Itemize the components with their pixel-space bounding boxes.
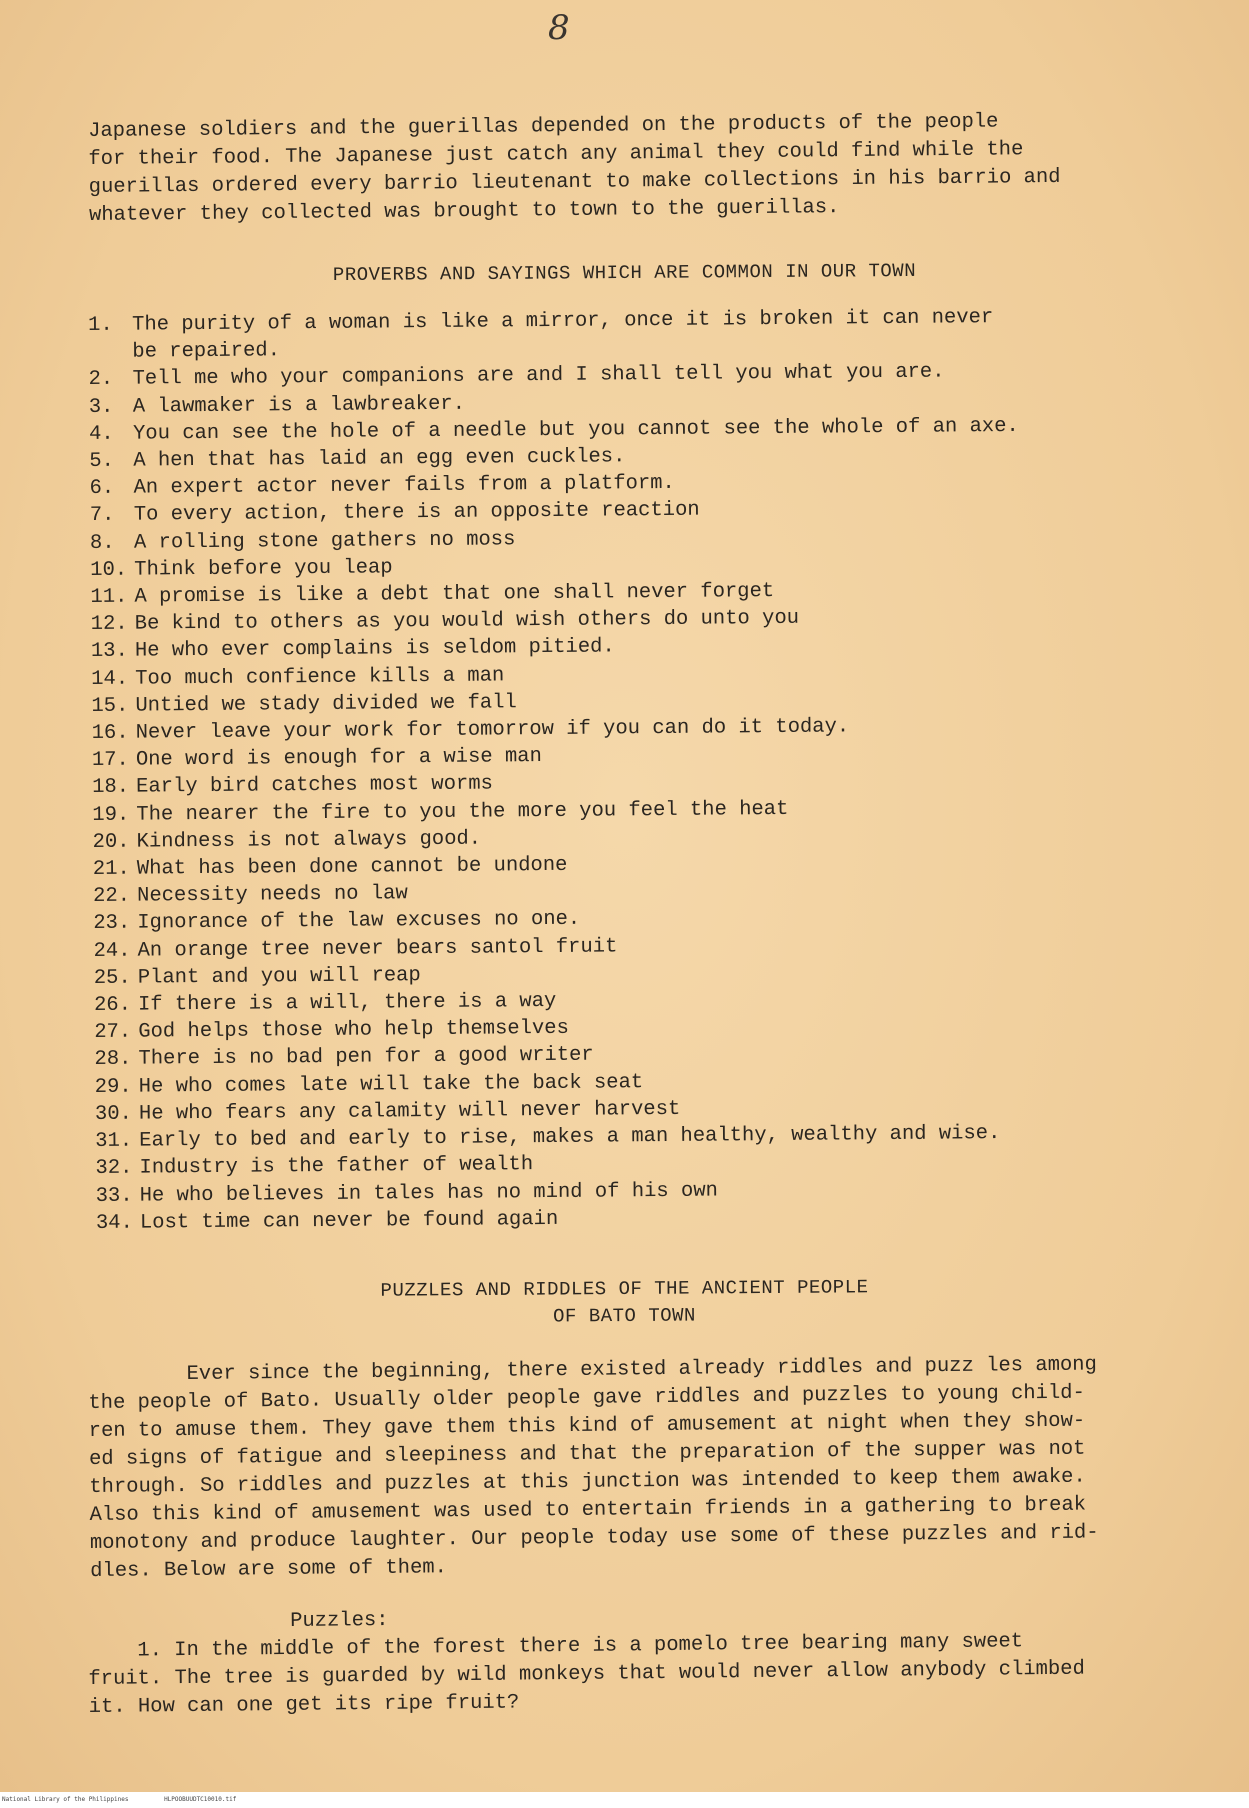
proverb-number: 4. <box>88 422 114 446</box>
proverb-text: God helps those who help themselves <box>138 1017 569 1044</box>
proverb-text: There is no bad pen for a good writer <box>138 1044 594 1072</box>
proverb-number: 16. <box>91 721 129 746</box>
proverb-text: One word is enough for a wise man <box>135 745 542 772</box>
proverb-text: A rolling stone gathers no moss <box>133 527 516 555</box>
proverb-text: The nearer the fire to you the more you feel the heat <box>136 797 789 827</box>
intro-paragraph: Japanese soldiers and the guerillas depended on the products of the people for their food. The Japanese just catch any animal they could find while the guerillas ordered every barrio lieutenant to make collections in his barrio and whatever they collected was brought to town to the guerillas. <box>88 110 1061 227</box>
proverb-number: 19. <box>92 803 130 827</box>
proverb-number: 1. <box>88 313 113 337</box>
proverb-number: 30. <box>94 1102 133 1126</box>
puzzle-item-1: 1. In the middle of the forest there is a pomelo tree bearing many sweet fruit. The tree is guarded by wild monkeys that would never allow anybody climbed it. How can one get its ripe fruit? <box>88 1630 1085 1719</box>
proverb-number: 5. <box>89 449 115 474</box>
proverb-number: 11. <box>90 585 128 610</box>
puzzles-heading-line2: OF BATO TOWN <box>553 1304 696 1328</box>
proverb-number: 10. <box>90 558 128 582</box>
proverb-text: He who comes late will take the back seat <box>138 1070 644 1099</box>
proverb-item <box>88 302 1198 366</box>
proverb-number: 33. <box>95 1184 133 1208</box>
proverb-text: A lawmaker is a lawbreaker. <box>132 392 466 419</box>
proverb-number: 32. <box>95 1156 133 1181</box>
proverb-number: 17. <box>91 748 129 773</box>
proverbs-list <box>88 302 1206 1237</box>
proverb-text: You can see the hole of a needle but you cannot see the whole of an axe. <box>132 414 1019 446</box>
proverb-number: 14. <box>91 667 129 691</box>
page-number: 8 <box>548 8 570 48</box>
proverb-number: 25. <box>93 966 131 990</box>
proverb-number: 21. <box>92 857 130 882</box>
proverb-number: 3. <box>88 395 114 419</box>
proverb-text: Too much confience kills a man <box>135 664 505 691</box>
proverb-text: Plant and you will reap <box>137 963 421 990</box>
proverb-number: 8. <box>89 531 115 555</box>
puzzles-paragraph: Ever since the beginning, there existed already riddles and puzz les among the people of Bato. Usually older people gave riddles and puzzles to young child- ren to amuse them. They gave them this kind of amusement at night when they show- ed signs of fatigue and sleepiness and that the preparation of the supper was not through. So riddles and puzzles at this junction was intended to keep them awake. Also this kind of amusement was used to entertain friends in a gathering to break monotony and produce laughter. Our people today use some of these puzzles and rid- dles. Below are some of them. <box>88 1353 1099 1583</box>
proverb-text: Never leave your work for tomorrow if you can do it today. <box>135 715 850 745</box>
footer-library: National Library of the Philippines <box>2 1796 129 1803</box>
proverb-text: Early to bed and early to rise, makes a man healthy, wealthy and wise. <box>139 1122 1001 1153</box>
proverb-text: Necessity needs no law <box>137 882 408 908</box>
proverb-text: He who fears any calamity will never harvest <box>138 1097 681 1126</box>
puzzles-heading-line1: PUZZLES AND RIDDLES OF THE ANCIENT PEOPLE <box>380 1276 869 1302</box>
proverb-number: 24. <box>93 939 131 963</box>
proverb-text: An expert actor never fails from a platform. <box>133 472 675 500</box>
proverb-text: To every action, there is an opposite reaction <box>133 499 700 528</box>
proverb-text: Be kind to others as you would wish others do unto you <box>134 607 800 636</box>
proverb-number: 15. <box>91 694 129 718</box>
proverb-text: Kindness is not always good. <box>136 827 482 854</box>
proverb-text: A promise is like a debt that one shall never forget <box>134 580 775 609</box>
proverb-number: 20. <box>92 830 130 854</box>
proverb-text: What has been done cannot be undone <box>136 853 568 881</box>
proverb-text: He who believes in tales has no mind of his own <box>139 1179 718 1208</box>
proverb-text: Untied we stady divided we fall <box>135 691 517 718</box>
proverb-text: Lost time can never be found again <box>139 1207 559 1235</box>
proverb-text: He who ever complains is seldom pitied. <box>134 635 615 664</box>
footer-filename: HLPOOBUUDTC10010.tif <box>164 1796 237 1803</box>
proverb-continuation: be repaired. <box>132 339 281 364</box>
proverb-number: 28. <box>94 1048 132 1072</box>
proverb-text: Ignorance of the law excuses no one. <box>137 908 581 936</box>
proverb-number: 22. <box>93 884 131 909</box>
proverb-text: Tell me who your companions are and I shall tell you what you are. <box>132 360 945 392</box>
proverb-text: If there is a will, there is a way <box>137 990 557 1017</box>
proverb-number: 12. <box>90 612 128 637</box>
proverb-number: 27. <box>94 1020 132 1045</box>
proverb-number: 13. <box>90 640 128 664</box>
scan-footer <box>0 1792 1249 1808</box>
proverb-number: 31. <box>95 1129 133 1154</box>
proverb-text: A hen that has laid an egg even cuckles. <box>133 445 626 473</box>
proverb-number: 18. <box>92 776 130 800</box>
proverb-number: 7. <box>89 504 115 528</box>
proverbs-heading: PROVERBS AND SAYINGS WHICH ARE COMMON IN OUR TOWN <box>332 259 917 287</box>
proverb-number: 26. <box>93 993 132 1018</box>
proverb-number: 2. <box>88 368 114 392</box>
proverb-number: 34. <box>95 1211 133 1235</box>
proverb-text: The purity of a woman is like a mirror, once it is broken it can never <box>132 306 994 337</box>
puzzles-label: Puzzles: <box>290 1608 389 1633</box>
proverb-text: Industry is the father of wealth <box>139 1153 534 1180</box>
proverb-number: 29. <box>94 1075 132 1099</box>
proverb-text: Think before you leap <box>134 556 393 582</box>
proverb-number: 23. <box>93 912 131 936</box>
proverb-text: An orange tree never bears santol fruit <box>137 935 618 963</box>
proverb-number: 6. <box>89 476 115 501</box>
proverb-text: Early bird catches most worms <box>136 772 494 800</box>
